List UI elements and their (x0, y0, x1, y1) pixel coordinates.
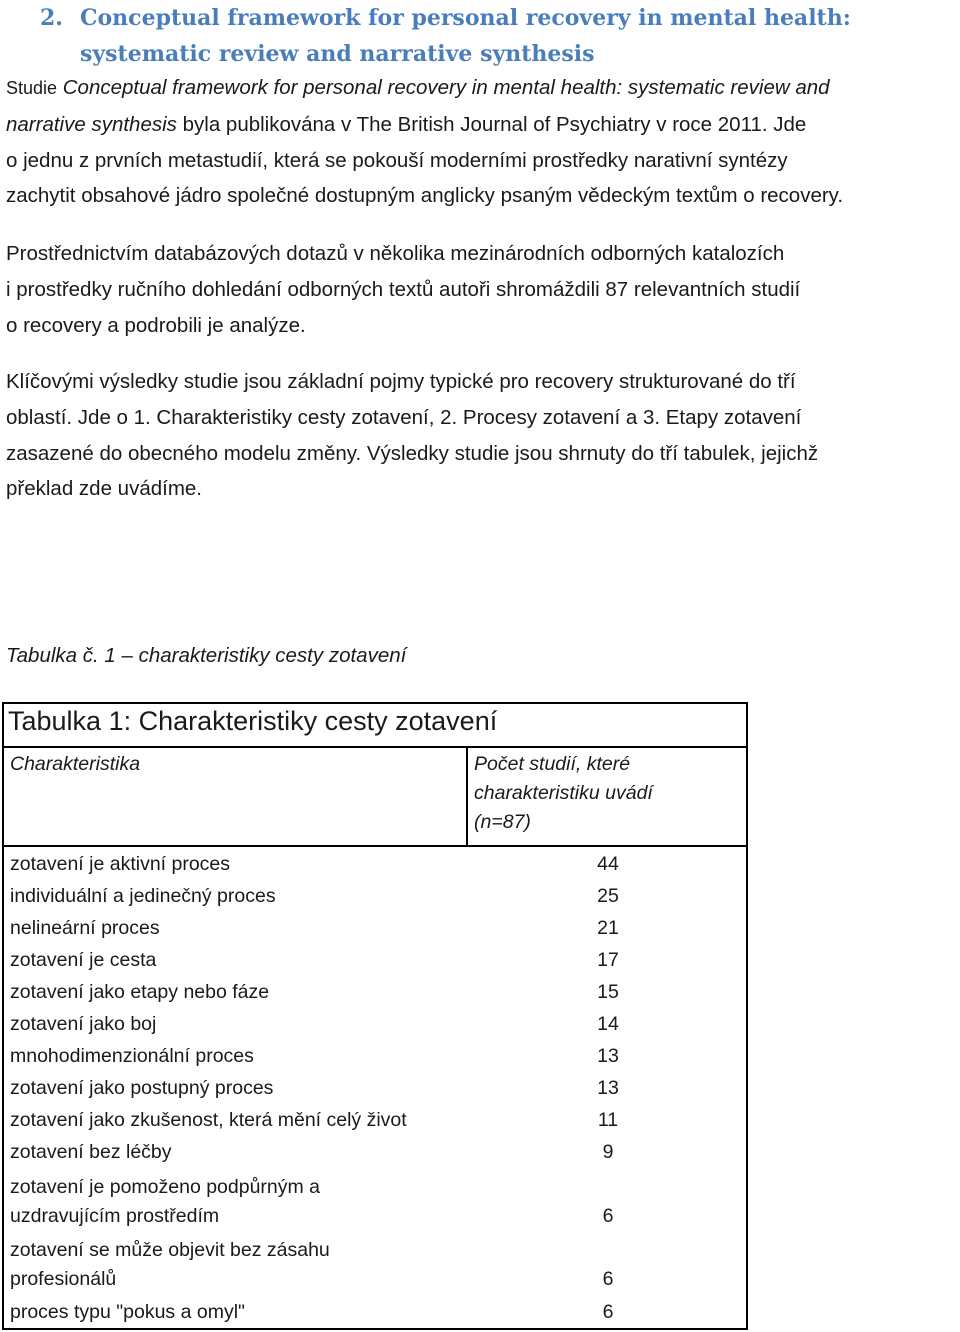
table-row-label: profesionálů (10, 1268, 117, 1290)
section-title-line2: systematic review and narrative synthesis (80, 41, 595, 67)
table-row-value: 13 (597, 1045, 619, 1067)
table-column-divider (466, 746, 468, 847)
table-row-label: zotavení jako zkušenost, která mění celý život (10, 1109, 407, 1131)
table-row-value: 9 (602, 1141, 614, 1163)
column-header-characteristic: Charakteristika (10, 753, 141, 775)
column-header-count-line3: (n=87) (474, 811, 531, 833)
results-line2: oblastí. Jde o 1. Charakteristiky cesty zotavení, 2. Procesy zotavení a 3. Etapy zotavení (6, 405, 802, 429)
intro-paragraph (6, 70, 954, 214)
table-divider-header (2, 845, 748, 847)
methods-line3: o recovery a podrobili je analýze. (6, 313, 306, 337)
section-number: 2. (40, 5, 63, 31)
table-row-label: uzdravujícím prostředím (10, 1205, 220, 1227)
table-row-value: 6 (602, 1268, 614, 1290)
table-row-value: 11 (597, 1109, 619, 1131)
table-row-label: mnohodimenzionální proces (10, 1045, 254, 1067)
intro-line3: o jednu z prvních metastudií, která se pokouší moderními prostředky narativní syntézy (6, 148, 788, 172)
methods-paragraph (6, 236, 954, 343)
results-line4: překlad zde uvádíme. (6, 477, 203, 501)
table-caption: Tabulka č. 1 – charakteristiky cesty zotavení (6, 644, 407, 667)
table-row-value: 6 (602, 1205, 614, 1227)
section-title-line1: Conceptual framework for personal recovery in mental health: (80, 5, 851, 31)
study-title-italic-2: narrative synthesis (6, 112, 177, 136)
results-line1: Klíčovými výsledky studie jsou základní pojmy typické pro recovery strukturované do tří (6, 370, 796, 393)
column-header-count (474, 750, 744, 837)
table-row-label: zotavení je aktivní proces (10, 853, 231, 875)
table-row-value: 6 (602, 1301, 614, 1323)
results-line3: zasazené do obecného modelu změny. Výsledky studie jsou shrnuty do tří tabulek, jejichž (6, 441, 819, 465)
table-row-label: individuální a jedinečný proces (10, 885, 276, 907)
table-row-label: zotavení jako postupný proces (10, 1077, 274, 1099)
table-row-label: zotavení se může objevit bez zásahu (10, 1239, 330, 1261)
table-row-label: zotavení jako boj (10, 1013, 157, 1035)
table-row-label: zotavení je cesta (10, 949, 157, 971)
column-header-count-line2: charakteristiku uvádí (474, 782, 653, 804)
table-row-label: proces typu "pokus a omyl" (10, 1301, 245, 1323)
table-row-value: 15 (597, 981, 619, 1003)
intro-line4: zachytit obsahové jádro společné dostupným anglicky psaným vědeckým textům o recovery. (6, 184, 844, 208)
intro-line2-rest: byla publikována v The British Journal of Psychiatry v roce 2011. Jde (176, 112, 807, 136)
column-header-count-line1: Počet studií, které (474, 753, 631, 775)
table-row-value: 25 (597, 885, 619, 907)
methods-line2: i prostředky ručního dohledání odborných textů autoři shromáždili 87 relevantních studií (6, 277, 801, 301)
table-row-value: 13 (597, 1077, 619, 1099)
table-row-label: zotavení jako etapy nebo fáze (10, 981, 270, 1003)
table-row-value: 44 (597, 853, 619, 875)
study-title-italic-1: Conceptual framework for personal recovery in mental health: systematic review and (62, 76, 830, 99)
studie-word: Studie (6, 78, 58, 98)
table-row-value: 17 (597, 949, 619, 971)
table-row-label: nelineární proces (10, 917, 160, 939)
table-row-value: 14 (597, 1013, 619, 1035)
table-row-value: 21 (597, 917, 619, 939)
table-divider-title (2, 746, 748, 748)
table-row-label: zotavení bez léčby (10, 1141, 172, 1163)
methods-line1: Prostřednictvím databázových dotazů v několika mezinárodních odborných katalozích (6, 242, 785, 265)
table-title: Tabulka 1: Charakteristiky cesty zotavení (8, 706, 498, 736)
results-paragraph (6, 364, 954, 507)
table-row-label: zotavení je pomoženo podpůrným a (10, 1176, 321, 1198)
